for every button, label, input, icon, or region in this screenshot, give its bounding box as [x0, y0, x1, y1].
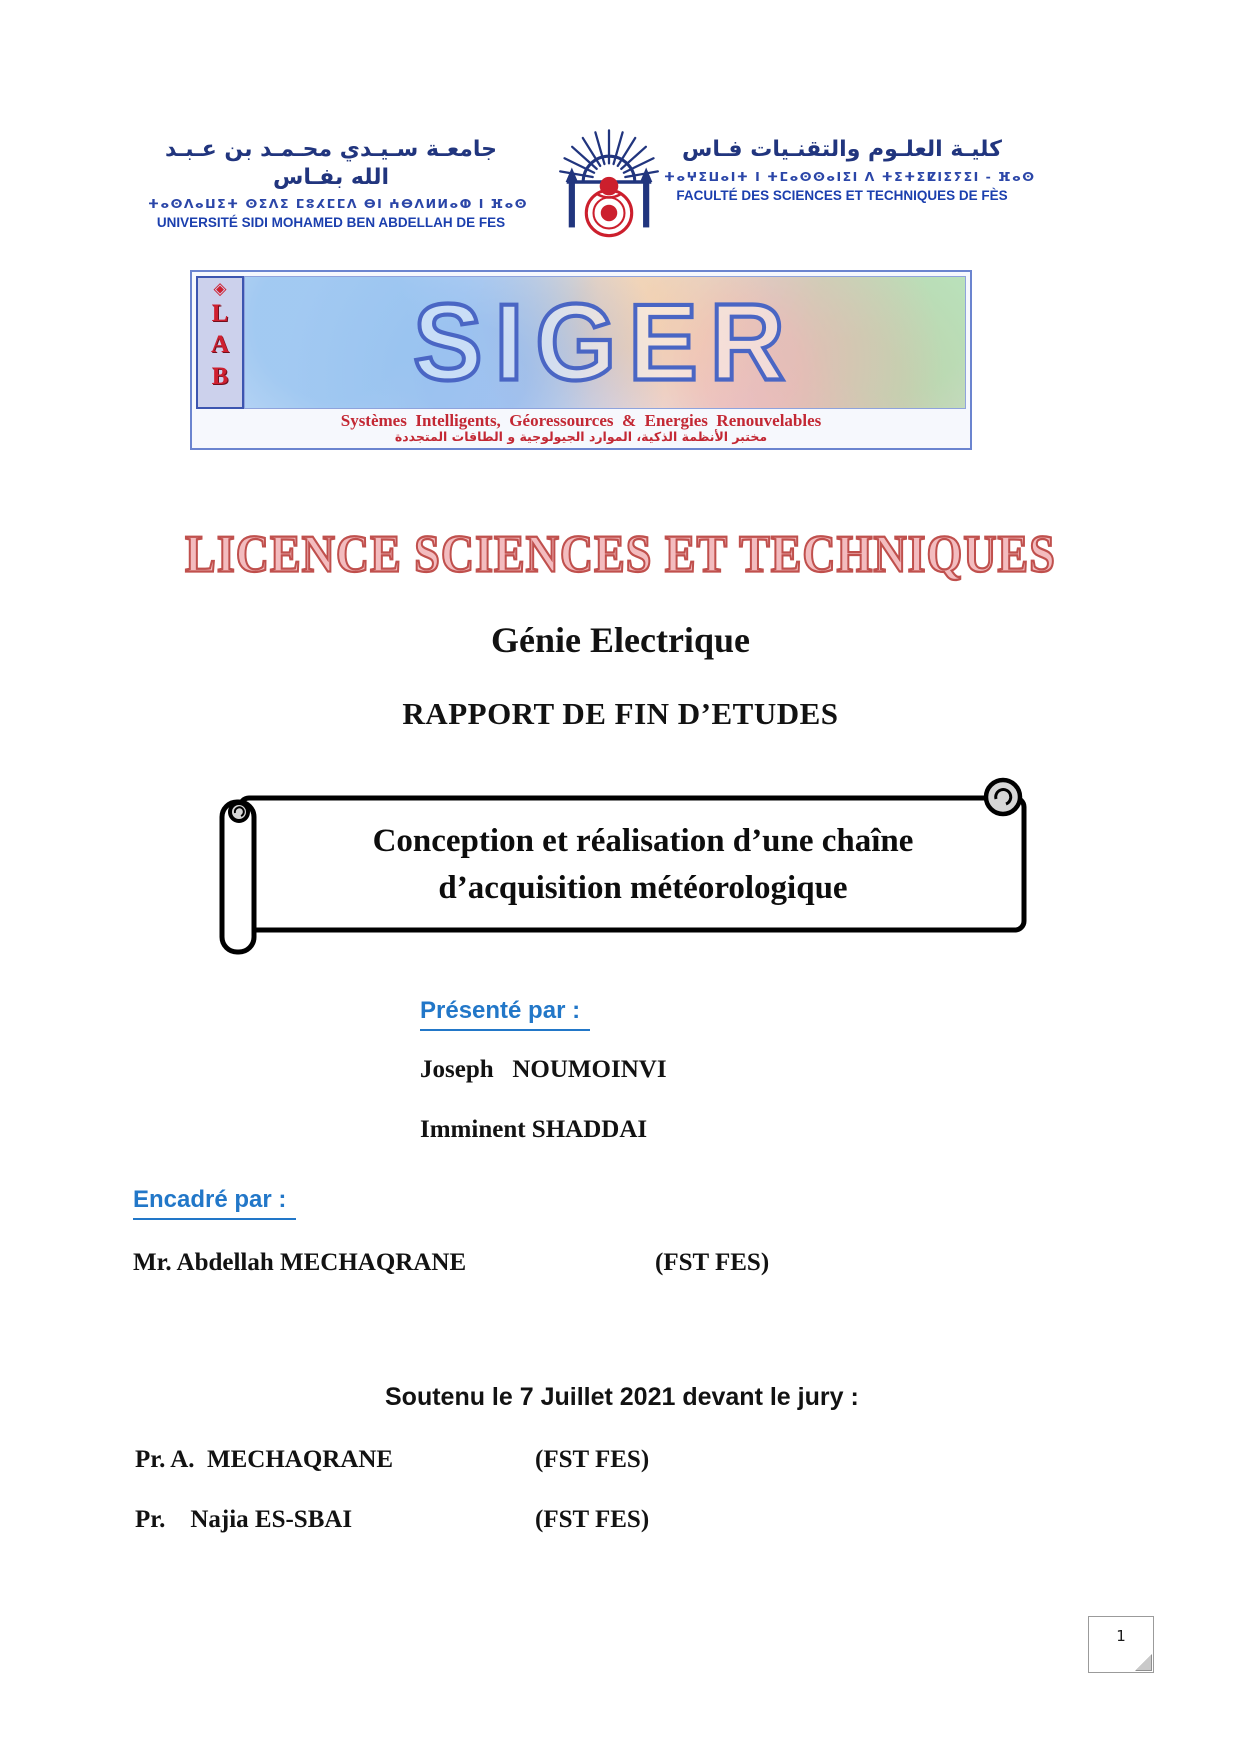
siger-lab-logo [190, 270, 972, 450]
supervised-by-label: Encadré par : [133, 1186, 296, 1220]
university-emblem-icon [552, 118, 666, 251]
siger-caption-arabic: مختبر الأنظمة الذكية، الموارد الجيولوجية و الطاقات المتجددة [394, 429, 768, 444]
siger-caption [196, 409, 966, 444]
university-header-left [148, 136, 529, 230]
faculty-name-arabic: كليـة العلـوم والتقنـيات فـاس [682, 137, 1002, 162]
siger-caption-french: Systèmes Intelligents, Géoressources & Energies Renouvelables [340, 411, 822, 430]
lab-letter-b: B [211, 362, 229, 390]
lab-column [196, 276, 244, 409]
siger-logo-top [196, 276, 966, 409]
specialty-title: Génie Electrique [491, 620, 750, 660]
page-number-box [1088, 1616, 1154, 1673]
jury-member-1-affiliation: (FST FES) [535, 1446, 650, 1473]
university-name-arabic: جامعـة سـيـدي محـمـد بن عـبـد الله بفـاس [165, 137, 497, 190]
lab-letter-a: A [210, 331, 230, 359]
faculty-name-french: FACULTÉ DES SCIENCES ET TECHNIQUES DE FÈS [676, 187, 1008, 203]
jury-member-1-name: Pr. A. MECHAQRANE [135, 1446, 394, 1473]
siger-wordmark-area [244, 276, 966, 409]
supervisor-name: Mr. Abdellah MECHAQRANE [133, 1249, 467, 1276]
student-name-1: Joseph NOUMOINVI [420, 1056, 667, 1083]
defense-heading: Soutenu le 7 Juillet 2021 devant le jury : [385, 1383, 859, 1411]
lab-letter-l: L [211, 300, 229, 327]
faculty-header-right [664, 136, 1036, 203]
page-number: 1 [1116, 1627, 1126, 1645]
university-name-tifinagh: ⵜⴰⵙⴷⴰⵡⵉⵜ ⵙⵉⴷⵉ ⵎⵓⵃⵎⵎⴷ ⴱⵏ ⵄⴱⴷⵍⵍⴰⵀ ⵏ ⴼⴰⵙ [148, 196, 529, 211]
faculty-name-tifinagh: ⵜⴰⵖⵉⵡⴰⵏⵜ ⵏ ⵜⵎⴰⵙⵙⴰⵏⵉⵏ ⴷ ⵜⵉⵜⵉⵇⵏⵉⵢⵉⵏ - ⴼⴰⵙ [664, 168, 1036, 184]
jury-member-2-name: Pr. Najia ES-SBAI [135, 1506, 353, 1533]
project-title-line1: Conception et réalisation d’une chaîne [372, 823, 914, 859]
project-title [264, 802, 1022, 928]
report-type-title: RAPPORT DE FIN D’ETUDES [402, 696, 839, 731]
supervisor-affiliation: (FST FES) [655, 1249, 770, 1276]
program-title: LICENCE SCIENCES ET TECHNIQUES [185, 524, 1056, 583]
student-name-2: Imminent SHADDAI [420, 1116, 648, 1143]
presented-by-label: Présenté par : [420, 997, 590, 1031]
siger-wordmark: SIGER [413, 282, 797, 403]
project-title-line2: d’acquisition météorologique [438, 870, 848, 906]
university-name-french: UNIVERSITÉ SIDI MOHAMED BEN ABDELLAH DE FES [156, 215, 506, 230]
project-title-banner [212, 770, 1042, 970]
page-fold-shade [1136, 1655, 1151, 1670]
jury-member-2-affiliation: (FST FES) [535, 1506, 650, 1533]
lab-ornament-icon: ◈ [213, 279, 227, 299]
